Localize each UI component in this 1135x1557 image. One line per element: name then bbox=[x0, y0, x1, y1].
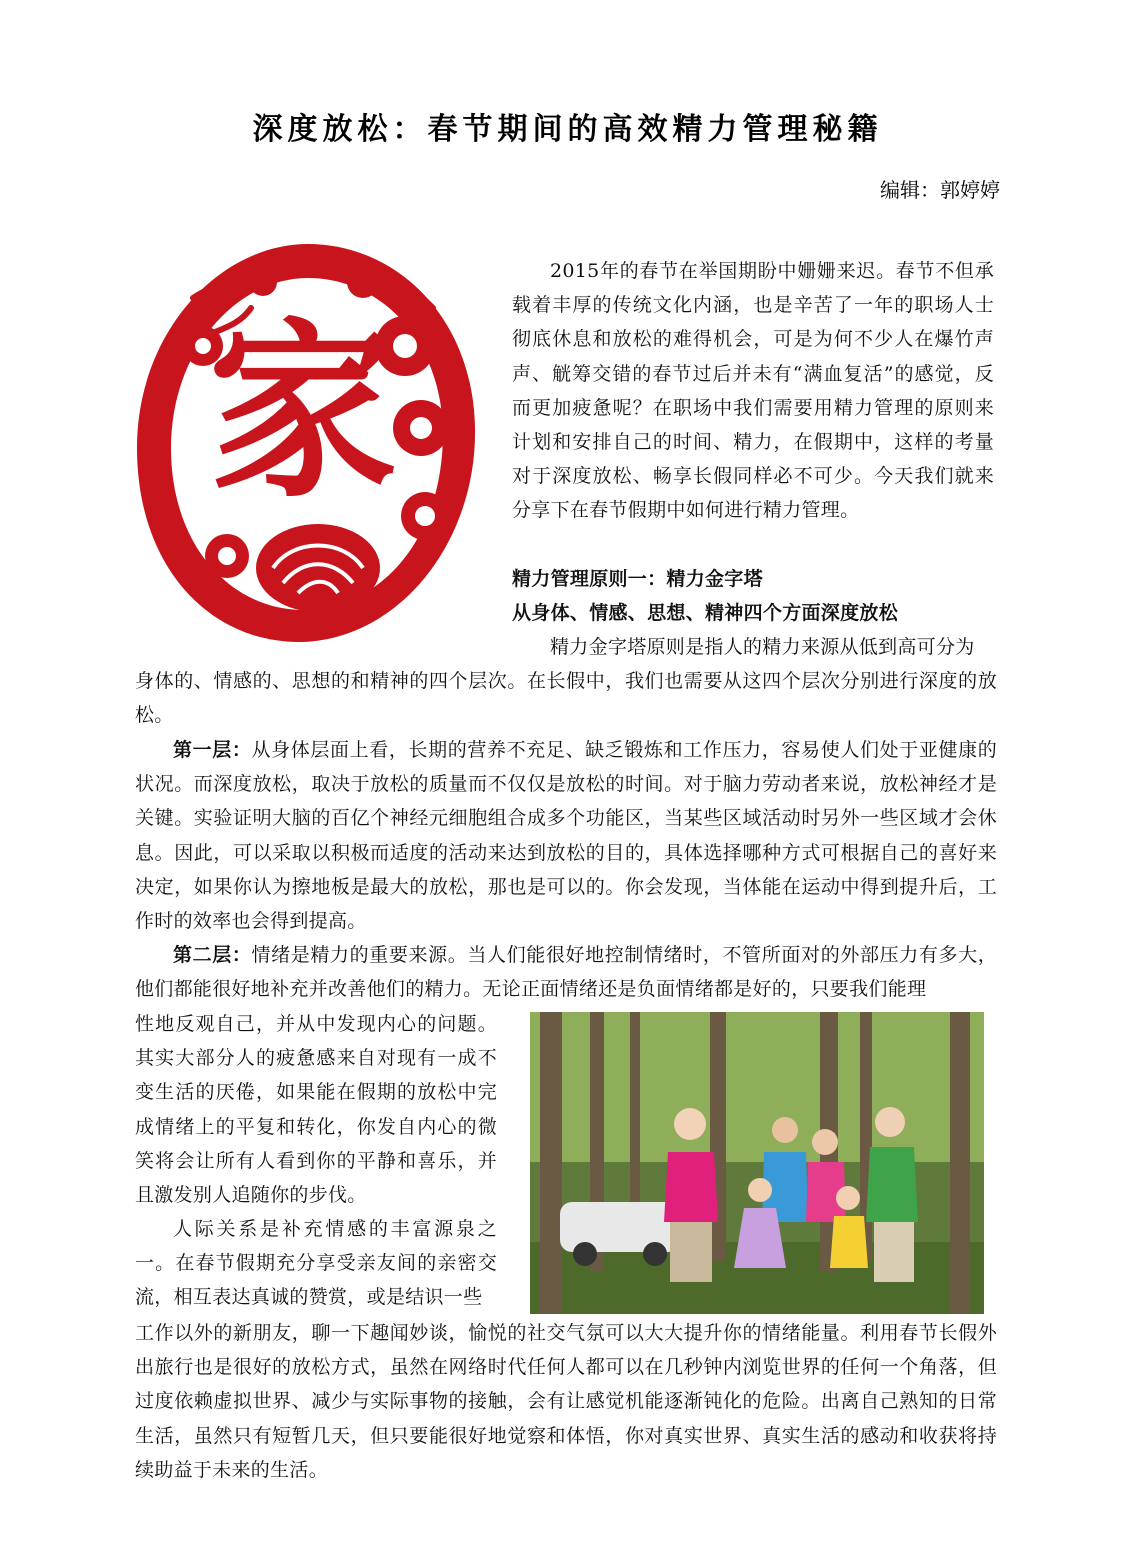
layer1-label: 第一层： bbox=[173, 739, 252, 761]
principle-subheading: 从身体、情感、思想、精神四个方面深度放松 bbox=[512, 602, 899, 624]
pyramid-paragraph-start: 精力金字塔原则是指人的精力来源从低到高可分为 bbox=[550, 636, 975, 658]
principle-heading: 精力管理原则一：精力金字塔 bbox=[512, 568, 763, 590]
papercut-illustration bbox=[133, 238, 483, 648]
closing-paragraph: 工作以外的新朋友，聊一下趣闻妙谈，愉悦的社交气氛可以大大提升你的情绪能量。利用春节长假外出旅行也是很好的放松方式，虽然在网络时代任何人都可以在几秒钟内浏览世界的任何一个角落，但过度依赖虚拟世界、减少与实际事物的接触，会有让感觉机能逐渐钝化的危险。出离自己熟知的日常生活，虽然只有短暂几天，但只要能很好地觉察和体悟，你对真实世界、真实生活的感动和收获将持续助益于未来的生活。 bbox=[135, 1322, 997, 1481]
layer1-paragraph bbox=[135, 733, 997, 938]
relations-paragraph: 人际关系是补充情感的丰富源泉之一。在春节假期充分享受亲友间的亲密交流，相互表达真诚的赞赏，或是结识一些 bbox=[135, 1218, 497, 1309]
editor-credit: 编辑：郭婷婷 bbox=[880, 178, 1000, 202]
layer1-text: 从身体层面上看，长期的营养不充足、缺乏锻炼和工作压力，容易使人们处于亚健康的状况。而深度放松，取决于放松的质量而不仅仅是放松的时间。对于脑力劳动者来说，放松神经才是关键。实验证明大脑的百亿个神经元细胞组合成多个功能区，当某些区域活动时另外一些区域才会休息。因此，可以采取以积极而适度的活动来达到放松的目的，具体选择哪种方式可根据自己的喜好来决定，如果你认为擦地板是最大的放松，那也是可以的。你会发现，当体能在运动中得到提升后，工作时的效率也会得到提高。 bbox=[135, 739, 998, 933]
layer2-paragraph bbox=[135, 938, 997, 1006]
layer2-text: 情绪是精力的重要来源。当人们能很好地控制情绪时，不管所面对的外部压力有多大，他们都能很好地补充并改善他们的精力。无论正面情绪还是负面情绪都是好的，只要我们能理 bbox=[135, 944, 998, 1001]
page-title: 深度放松：春节期间的高效精力管理秘籍 bbox=[252, 112, 883, 147]
layer2-label: 第二层： bbox=[173, 944, 252, 966]
family-hiking-photo bbox=[530, 1012, 984, 1314]
pyramid-paragraph-rest: 身体的、情感的、思想的和精神的四个层次。在长假中，我们也需要从这四个层次分别进行深度的放松。 bbox=[135, 670, 997, 727]
intro-paragraph: 2015年的春节在举国期盼中姗姗来迟。春节不但承载着丰厚的传统文化内涵，也是辛苦了一年的职场人士彻底休息和放松的难得机会，可是为何不少人在爆竹声声、觥筹交错的春节过后并未有“满血复活”的感觉，反而更加疲惫呢？在职场中我们需要用精力管理的原则来计划和安排自己的时间、精力，在假期中，这样的考量对于深度放松、畅享长假同样必不可少。今天我们就来分享下在春节假期中如何进行精力管理。 bbox=[512, 260, 994, 522]
layer2-continuation: 性地反观自己，并从中发现内心的问题。其实大部分人的疲惫感来自对现有一成不变生活的厌倦，如果能在假期的放松中完成情绪上的平复和转化，你发自内心的微笑将会让所有人看到你的平静和喜乐，并且激发别人追随你的步伐。 bbox=[135, 1013, 497, 1207]
papercut-character: 家 bbox=[207, 300, 399, 523]
